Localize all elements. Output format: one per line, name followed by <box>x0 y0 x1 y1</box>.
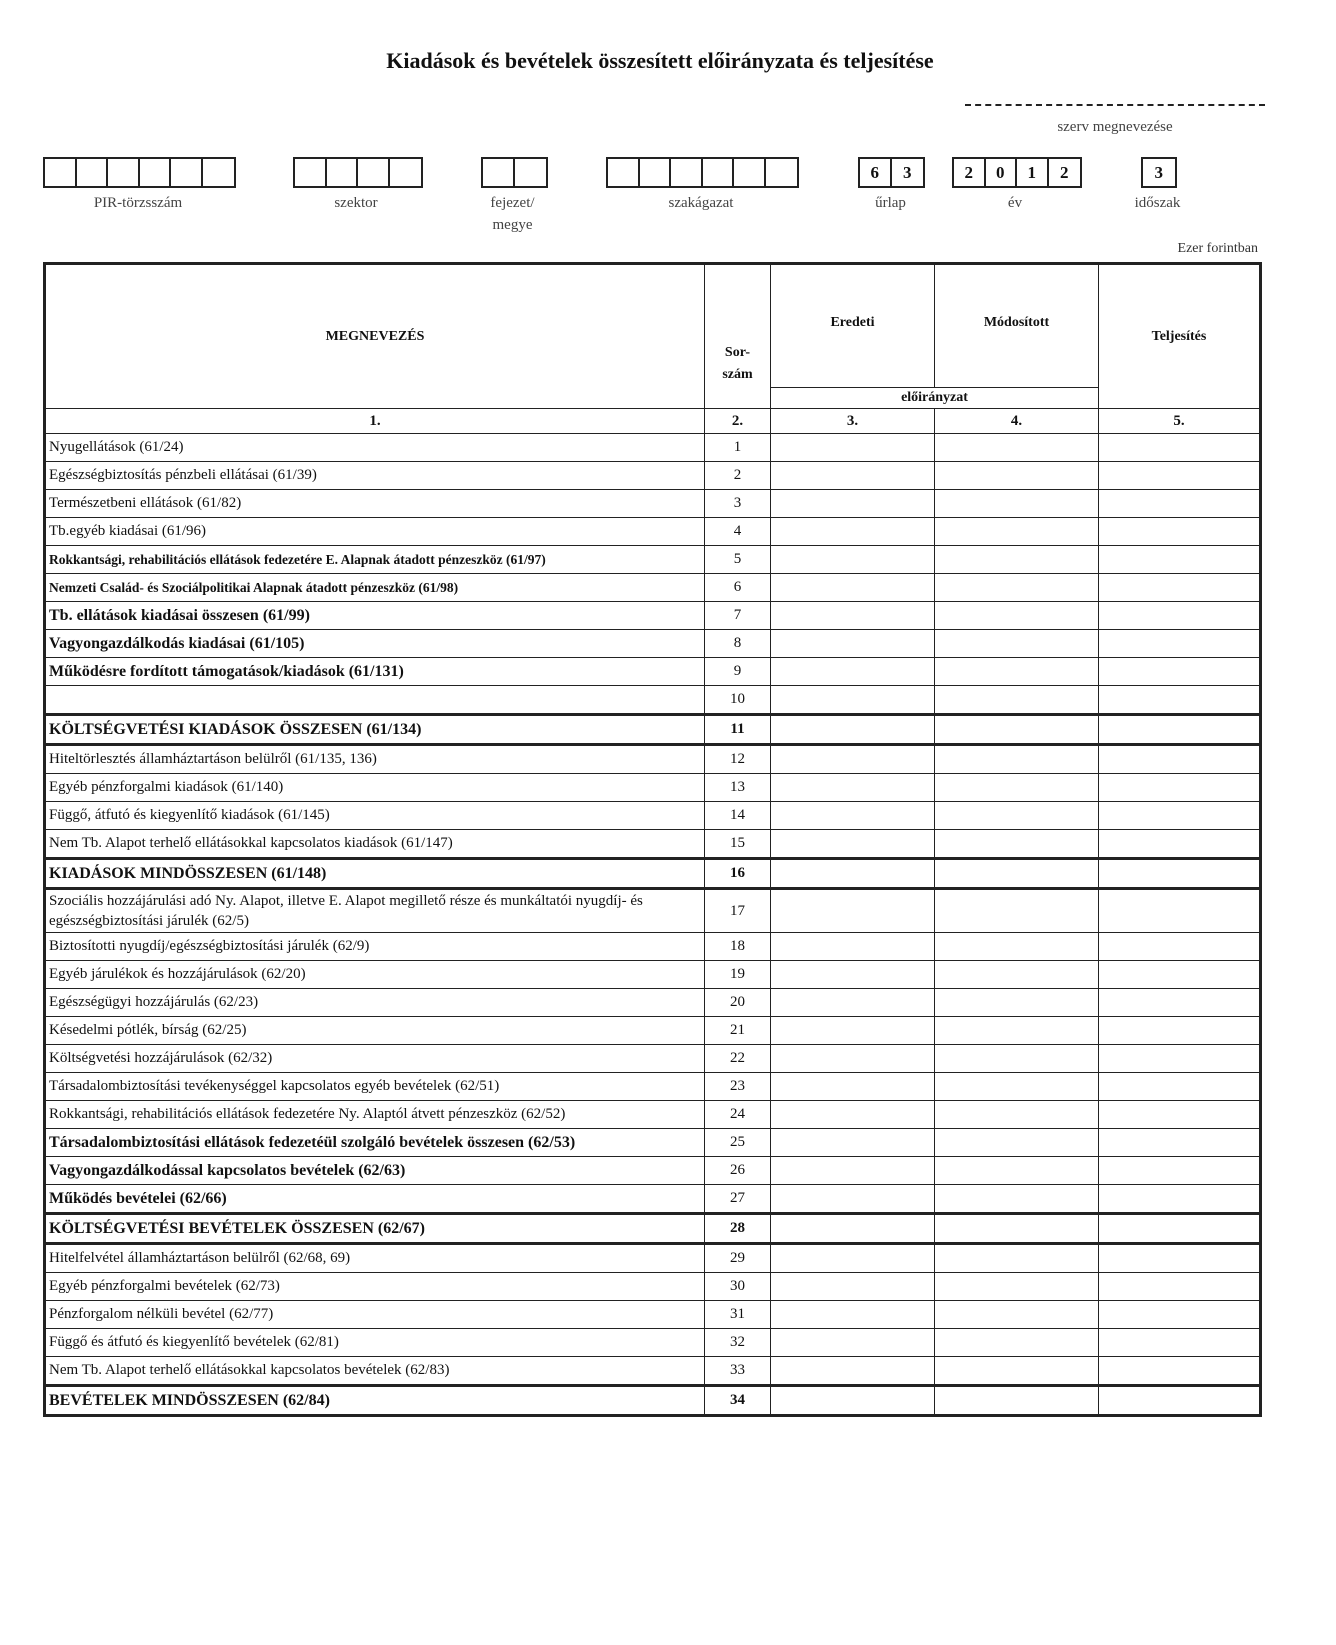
code-cell[interactable]: 0 <box>986 159 1018 186</box>
cell-teljesites[interactable] <box>1099 889 1261 933</box>
table-row <box>45 715 1261 745</box>
cell-eredeti[interactable] <box>771 630 935 658</box>
code-cell[interactable]: 3 <box>903 162 912 182</box>
cell-modositott[interactable] <box>935 658 1099 686</box>
row-number: 10 <box>705 686 771 715</box>
row-number: 20 <box>705 989 771 1017</box>
code-cell[interactable]: 2 <box>954 159 986 186</box>
cell-eredeti[interactable] <box>771 745 935 774</box>
cell-teljesites[interactable] <box>1099 830 1261 859</box>
cell-modositott[interactable] <box>935 546 1099 574</box>
code-cell[interactable] <box>171 159 203 186</box>
cell-teljesites[interactable] <box>1099 859 1261 889</box>
unit-label: Ezer forintban <box>1177 241 1258 256</box>
code-box-2[interactable] <box>481 157 548 188</box>
row-name: Rokkantsági, rehabilitációs ellátások fedezetére E. Alapnak átadott pénzeszköz (61/97) <box>45 546 705 574</box>
cell-teljesites[interactable] <box>1099 490 1261 518</box>
cell-eredeti[interactable] <box>771 961 935 989</box>
row-number: 31 <box>705 1301 771 1329</box>
code-cell[interactable] <box>483 159 515 186</box>
row-name: Egészségbiztosítás pénzbeli ellátásai (61/39) <box>45 462 705 490</box>
row-name: Egyéb pénzforgalmi kiadások (61/140) <box>45 774 705 802</box>
cell-teljesites[interactable] <box>1099 1185 1261 1214</box>
cell-modositott[interactable] <box>935 602 1099 630</box>
code-cell[interactable] <box>608 159 640 186</box>
table-row <box>45 630 1261 658</box>
cell-modositott[interactable] <box>935 630 1099 658</box>
cell-modositott[interactable] <box>935 1101 1099 1129</box>
row-number: 28 <box>705 1214 771 1244</box>
table-row <box>45 745 1261 774</box>
code-box-4[interactable] <box>858 157 925 188</box>
row-name: KÖLTSÉGVETÉSI BEVÉTELEK ÖSSZESEN (62/67) <box>45 1214 705 1244</box>
row-name: Nem Tb. Alapot terhelő ellátásokkal kapcsolatos kiadások (61/147) <box>45 830 705 859</box>
header-eredeti: Eredeti <box>771 264 935 388</box>
table-row <box>45 1101 1261 1129</box>
row-number: 26 <box>705 1157 771 1185</box>
table-row <box>45 961 1261 989</box>
row-name: Egyéb pénzforgalmi bevételek (62/73) <box>45 1273 705 1301</box>
cell-teljesites[interactable] <box>1099 1386 1261 1416</box>
header-teljesites: Teljesítés <box>1099 264 1261 409</box>
cell-teljesites[interactable] <box>1099 686 1261 715</box>
code-cell[interactable] <box>327 159 359 186</box>
table-row <box>45 574 1261 602</box>
row-name: Nyugellátások (61/24) <box>45 434 705 462</box>
cell-modositott[interactable] <box>935 1386 1099 1416</box>
cell-teljesites[interactable] <box>1099 1301 1261 1329</box>
code-cell[interactable] <box>734 159 766 186</box>
cell-eredeti[interactable] <box>771 1386 935 1416</box>
code-label: fejezet/ megye <box>490 195 535 233</box>
row-name: Hiteltörlesztés államháztartáson belülről (61/135, 136) <box>45 745 705 774</box>
code-cell[interactable] <box>390 159 422 186</box>
cell-eredeti[interactable] <box>771 1157 935 1185</box>
code-box-5[interactable] <box>952 157 1082 188</box>
cell-teljesites[interactable] <box>1099 715 1261 745</box>
row-name: KIADÁSOK MINDÖSSZESEN (61/148) <box>45 859 705 889</box>
cell-eredeti[interactable] <box>771 774 935 802</box>
code-cell[interactable] <box>203 159 235 186</box>
row-name: BEVÉTELEK MINDÖSSZESEN (62/84) <box>45 1386 705 1416</box>
code-cell[interactable] <box>358 159 390 186</box>
cell-teljesites[interactable] <box>1099 745 1261 774</box>
code-label: PIR-törzsszám <box>93 195 183 211</box>
table-row <box>45 1157 1261 1185</box>
row-name: Költségvetési hozzájárulások (62/32) <box>45 1045 705 1073</box>
cell-eredeti[interactable] <box>771 933 935 961</box>
cell-modositott[interactable] <box>935 490 1099 518</box>
table-row <box>45 859 1261 889</box>
cell-modositott[interactable] <box>935 574 1099 602</box>
cell-eredeti[interactable] <box>771 1329 935 1357</box>
cell-teljesites[interactable] <box>1099 462 1261 490</box>
code-cell[interactable] <box>640 159 672 186</box>
table-row <box>45 774 1261 802</box>
col-number-3: 3. <box>771 409 935 434</box>
cell-modositott[interactable] <box>935 745 1099 774</box>
cell-modositott[interactable] <box>935 1045 1099 1073</box>
table-row <box>45 1129 1261 1157</box>
cell-modositott[interactable] <box>935 686 1099 715</box>
row-name: KÖLTSÉGVETÉSI KIADÁSOK ÖSSZESEN (61/134) <box>45 715 705 745</box>
cell-modositott[interactable] <box>935 715 1099 745</box>
row-number: 24 <box>705 1101 771 1129</box>
code-label: időszak <box>1134 195 1181 211</box>
table-row <box>45 1185 1261 1214</box>
row-name: Szociális hozzájárulási adó Ny. Alapot, illetve E. Alapot megillető része és munkáltatói nyugdíj- és egészségbiztosítási járulék (62/5) <box>45 889 705 933</box>
col-number-2: 2. <box>705 409 771 434</box>
row-name: Működés bevételei (62/66) <box>45 1185 705 1214</box>
cell-modositott[interactable] <box>935 774 1099 802</box>
cell-teljesites[interactable] <box>1099 434 1261 462</box>
cell-eredeti[interactable] <box>771 462 935 490</box>
cell-eredeti[interactable] <box>771 1129 935 1157</box>
org-name-label: szerv megnevezése <box>1057 119 1173 135</box>
cell-eredeti[interactable] <box>771 889 935 933</box>
code-label: szakágazat <box>668 195 734 211</box>
row-name: Nem Tb. Alapot terhelő ellátásokkal kapcsolatos bevételek (62/83) <box>45 1357 705 1386</box>
cell-eredeti[interactable] <box>771 802 935 830</box>
cell-teljesites[interactable] <box>1099 1157 1261 1185</box>
cell-eredeti[interactable] <box>771 715 935 745</box>
table-row <box>45 989 1261 1017</box>
cell-modositott[interactable] <box>935 1017 1099 1045</box>
cell-eredeti[interactable] <box>771 1301 935 1329</box>
row-name: Egészségügyi hozzájárulás (62/23) <box>45 989 705 1017</box>
table-row <box>45 889 1261 933</box>
row-number: 8 <box>705 630 771 658</box>
row-number: 2 <box>705 462 771 490</box>
row-number: 3 <box>705 490 771 518</box>
cell-teljesites[interactable] <box>1099 518 1261 546</box>
table-row <box>45 434 1261 462</box>
cell-teljesites[interactable] <box>1099 1101 1261 1129</box>
code-label: űrlap <box>875 195 906 211</box>
table-row <box>45 602 1261 630</box>
row-name: Vagyongazdálkodás kiadásai (61/105) <box>45 630 705 658</box>
table-row <box>45 933 1261 961</box>
table-row <box>45 1273 1261 1301</box>
cell-eredeti[interactable] <box>771 1185 935 1214</box>
cell-teljesites[interactable] <box>1099 1073 1261 1101</box>
cell-teljesites[interactable] <box>1099 1129 1261 1157</box>
cell-eredeti[interactable] <box>771 602 935 630</box>
row-name: Társadalombiztosítási ellátások fedezetéül szolgáló bevételek összesen (62/53) <box>45 1129 705 1157</box>
row-number: 29 <box>705 1244 771 1273</box>
cell-modositott[interactable] <box>935 1073 1099 1101</box>
cell-teljesites[interactable] <box>1099 630 1261 658</box>
cell-modositott[interactable] <box>935 518 1099 546</box>
cell-modositott[interactable] <box>935 802 1099 830</box>
cell-teljesites[interactable] <box>1099 1214 1261 1244</box>
row-name: Társadalombiztosítási tevékenységgel kapcsolatos egyéb bevételek (62/51) <box>45 1073 705 1101</box>
table-row <box>45 1214 1261 1244</box>
header-modositott: Módosított <box>935 264 1099 388</box>
table-row <box>45 1329 1261 1357</box>
row-name: Vagyongazdálkodással kapcsolatos bevételek (62/63) <box>45 1157 705 1185</box>
row-number: 6 <box>705 574 771 602</box>
code-cell[interactable] <box>766 159 798 186</box>
cell-teljesites[interactable] <box>1099 1273 1261 1301</box>
header-eloiranyzat: előirányzat <box>771 388 1099 409</box>
table-row <box>45 1301 1261 1329</box>
cell-teljesites[interactable] <box>1099 961 1261 989</box>
row-number: 1 <box>705 434 771 462</box>
cell-eredeti[interactable] <box>771 1073 935 1101</box>
cell-eredeti[interactable] <box>771 686 935 715</box>
cell-modositott[interactable] <box>935 1301 1099 1329</box>
row-number: 34 <box>705 1386 771 1416</box>
code-cell[interactable] <box>295 159 327 186</box>
code-label: szektor <box>334 195 378 211</box>
row-number: 23 <box>705 1073 771 1101</box>
code-cell[interactable] <box>77 159 109 186</box>
table-row <box>45 1244 1261 1273</box>
row-name <box>45 686 705 715</box>
table-row <box>45 802 1261 830</box>
header-megnevezes: MEGNEVEZÉS <box>45 264 705 409</box>
code-label: év <box>1007 195 1023 211</box>
row-number: 17 <box>705 889 771 933</box>
cell-teljesites[interactable] <box>1099 802 1261 830</box>
cell-teljesites[interactable] <box>1099 1244 1261 1273</box>
row-number: 15 <box>705 830 771 859</box>
row-number: 30 <box>705 1273 771 1301</box>
cell-eredeti[interactable] <box>771 546 935 574</box>
row-number: 11 <box>705 715 771 745</box>
cell-eredeti[interactable] <box>771 830 935 859</box>
cell-modositott[interactable] <box>935 961 1099 989</box>
table-row <box>45 686 1261 715</box>
cell-modositott[interactable] <box>935 1244 1099 1273</box>
cell-teljesites[interactable] <box>1099 546 1261 574</box>
cell-teljesites[interactable] <box>1099 1357 1261 1386</box>
code-cell[interactable]: 1 <box>1017 159 1049 186</box>
col-number-1: 1. <box>45 409 705 434</box>
row-number: 9 <box>705 658 771 686</box>
row-name: Működésre fordított támogatások/kiadások (61/131) <box>45 658 705 686</box>
row-name: Rokkantsági, rehabilitációs ellátások fedezetére Ny. Alaptól átvett pénzeszköz (62/52) <box>45 1101 705 1129</box>
table-row <box>45 1045 1261 1073</box>
row-number: 13 <box>705 774 771 802</box>
budget-table <box>43 262 1262 1417</box>
table-row <box>45 462 1261 490</box>
code-box-0[interactable] <box>43 157 236 188</box>
cell-modositott[interactable] <box>935 859 1099 889</box>
row-number: 12 <box>705 745 771 774</box>
row-number: 32 <box>705 1329 771 1357</box>
table-row <box>45 490 1261 518</box>
row-number: 33 <box>705 1357 771 1386</box>
cell-teljesites[interactable] <box>1099 602 1261 630</box>
cell-teljesites[interactable] <box>1099 1017 1261 1045</box>
code-cell[interactable]: 2 <box>1060 162 1069 182</box>
row-number: 22 <box>705 1045 771 1073</box>
cell-eredeti[interactable] <box>771 1045 935 1073</box>
row-name: Nemzeti Család- és Szociálpolitikai Alapnak átadott pénzeszköz (61/98) <box>45 574 705 602</box>
header-sorszam-text: Sor- szám <box>722 345 753 382</box>
row-name: Hitelfelvétel államháztartáson belülről (62/68, 69) <box>45 1244 705 1273</box>
cell-eredeti[interactable] <box>771 658 935 686</box>
code-box-1[interactable] <box>293 157 423 188</box>
row-number: 21 <box>705 1017 771 1045</box>
col-number-5: 5. <box>1099 409 1261 434</box>
row-number: 18 <box>705 933 771 961</box>
cell-modositott[interactable] <box>935 1357 1099 1386</box>
row-number: 16 <box>705 859 771 889</box>
cell-modositott[interactable] <box>935 830 1099 859</box>
row-number: 5 <box>705 546 771 574</box>
cell-modositott[interactable] <box>935 1185 1099 1214</box>
cell-eredeti[interactable] <box>771 1017 935 1045</box>
cell-modositott[interactable] <box>935 1129 1099 1157</box>
org-name-line <box>965 104 1265 109</box>
cell-eredeti[interactable] <box>771 574 935 602</box>
table-row <box>45 1017 1261 1045</box>
cell-eredeti[interactable] <box>771 1214 935 1244</box>
row-number: 19 <box>705 961 771 989</box>
code-cell[interactable] <box>45 159 77 186</box>
cell-modositott[interactable] <box>935 1273 1099 1301</box>
row-name: Természetbeni ellátások (61/82) <box>45 490 705 518</box>
table-body <box>45 434 1261 1416</box>
cell-eredeti[interactable] <box>771 859 935 889</box>
cell-modositott[interactable] <box>935 1157 1099 1185</box>
row-number: 7 <box>705 602 771 630</box>
cell-modositott[interactable] <box>935 933 1099 961</box>
code-cell[interactable]: 6 <box>860 159 892 186</box>
cell-modositott[interactable] <box>935 889 1099 933</box>
header-sorszam <box>705 264 771 409</box>
cell-teljesites[interactable] <box>1099 574 1261 602</box>
cell-teljesites[interactable] <box>1099 774 1261 802</box>
row-name: Tb. ellátások kiadásai összesen (61/99) <box>45 602 705 630</box>
row-number: 25 <box>705 1129 771 1157</box>
cell-eredeti[interactable] <box>771 434 935 462</box>
row-name: Függő és átfutó és kiegyenlítő bevételek (62/81) <box>45 1329 705 1357</box>
table-row <box>45 1073 1261 1101</box>
cell-teljesites[interactable] <box>1099 989 1261 1017</box>
code-cell[interactable] <box>703 159 735 186</box>
code-box-6[interactable] <box>1141 157 1177 188</box>
table-row <box>45 1357 1261 1386</box>
cell-eredeti[interactable] <box>771 1357 935 1386</box>
cell-eredeti[interactable] <box>771 1101 935 1129</box>
row-name: Késedelmi pótlék, bírság (62/25) <box>45 1017 705 1045</box>
code-cell[interactable] <box>515 159 547 186</box>
row-name: Biztosítotti nyugdíj/egészségbiztosítási járulék (62/9) <box>45 933 705 961</box>
cell-eredeti[interactable] <box>771 490 935 518</box>
table-row <box>45 518 1261 546</box>
code-cell[interactable] <box>140 159 172 186</box>
table-row <box>45 658 1261 686</box>
cell-teljesites[interactable] <box>1099 1045 1261 1073</box>
row-name: Függő, átfutó és kiegyenlítő kiadások (61/145) <box>45 802 705 830</box>
col-number-4: 4. <box>935 409 1099 434</box>
table-row <box>45 1386 1261 1416</box>
code-cell[interactable] <box>671 159 703 186</box>
cell-teljesites[interactable] <box>1099 658 1261 686</box>
cell-modositott[interactable] <box>935 1214 1099 1244</box>
row-number: 27 <box>705 1185 771 1214</box>
row-name: Pénzforgalom nélküli bevétel (62/77) <box>45 1301 705 1329</box>
code-box-3[interactable] <box>606 157 799 188</box>
cell-modositott[interactable] <box>935 434 1099 462</box>
row-name: Egyéb járulékok és hozzájárulások (62/20) <box>45 961 705 989</box>
cell-modositott[interactable] <box>935 1329 1099 1357</box>
code-cell[interactable] <box>108 159 140 186</box>
cell-eredeti[interactable] <box>771 518 935 546</box>
table-row <box>45 830 1261 859</box>
row-number: 14 <box>705 802 771 830</box>
table-row <box>45 546 1261 574</box>
page-title: Kiadások és bevételek összesített előirányzata és teljesítése <box>386 48 934 73</box>
cell-teljesites[interactable] <box>1099 1329 1261 1357</box>
row-name: Tb.egyéb kiadásai (61/96) <box>45 518 705 546</box>
cell-eredeti[interactable] <box>771 1273 935 1301</box>
cell-eredeti[interactable] <box>771 989 935 1017</box>
cell-modositott[interactable] <box>935 462 1099 490</box>
cell-eredeti[interactable] <box>771 1244 935 1273</box>
cell-modositott[interactable] <box>935 989 1099 1017</box>
cell-teljesites[interactable] <box>1099 933 1261 961</box>
row-number: 4 <box>705 518 771 546</box>
code-cell[interactable]: 3 <box>1154 162 1163 182</box>
